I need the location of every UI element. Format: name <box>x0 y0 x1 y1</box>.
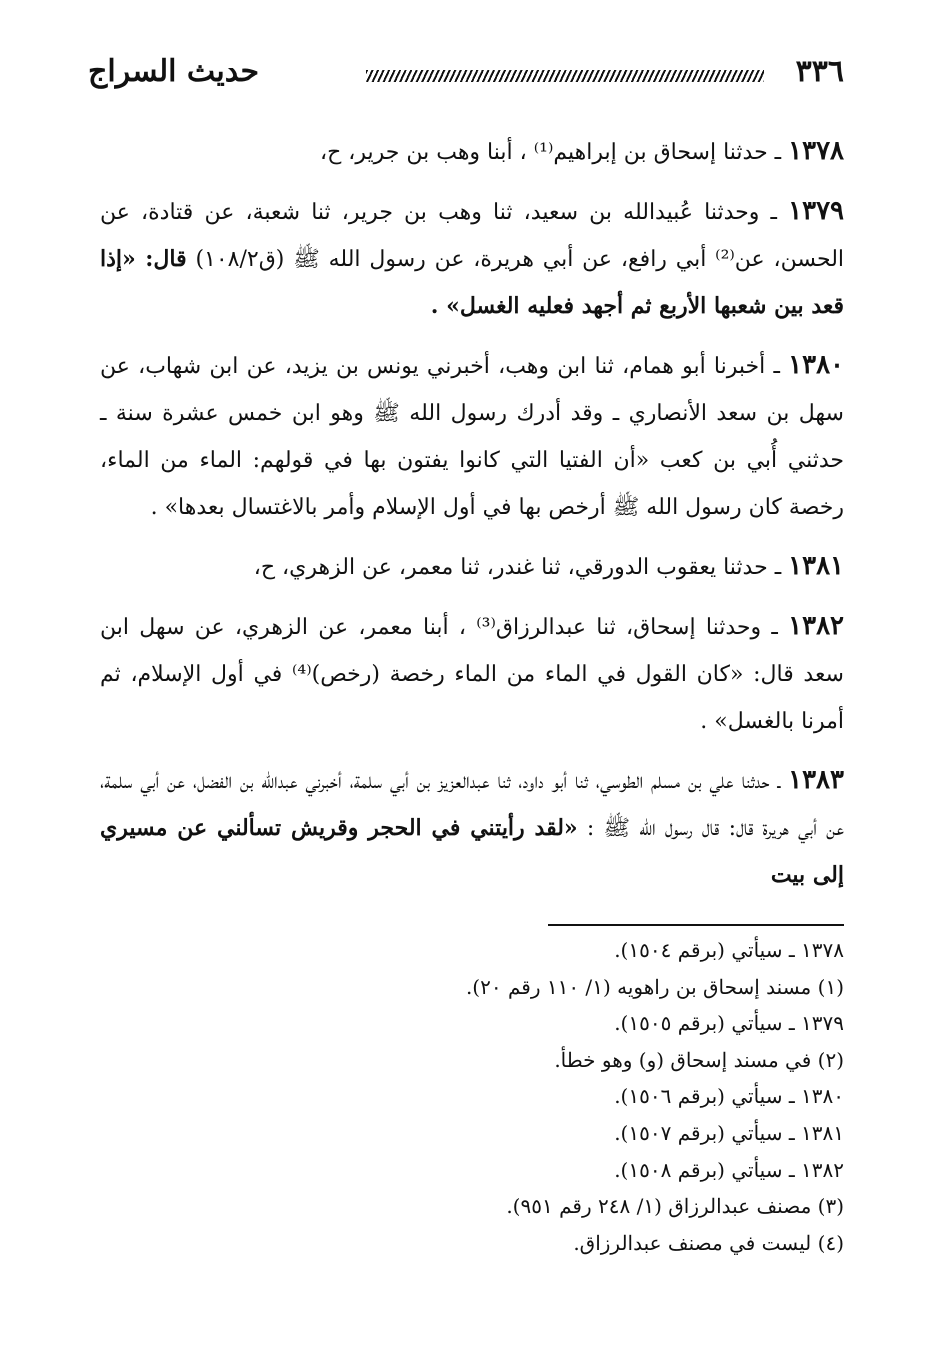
hadith-number: ١٣٨٣ <box>788 765 844 795</box>
page-header <box>88 50 844 100</box>
footnotes <box>100 932 844 1261</box>
footnote: (١) مسند إسحاق بن راهويه (١/ ١١٠ رقم ٢٠). <box>465 974 844 999</box>
footnote: ١٣٨٠ ـ سيأتي (برقم ١٥٠٦). <box>614 1084 844 1109</box>
hadith-number: ١٣٧٨ <box>788 136 844 166</box>
hadith-number: ١٣٨١ <box>788 551 844 581</box>
hadith-1380 <box>100 342 844 531</box>
footnote: (٣) مصنف عبدالرزاق (١/ ٢٤٨ رقم ٩٥١). <box>506 1194 844 1219</box>
hadith-number: ١٣٧٩ <box>788 196 845 226</box>
footnote: ١٣٧٩ ـ سيأتي (برقم ١٥٠٥). <box>614 1011 844 1036</box>
hadith-1383 <box>100 757 844 899</box>
footnote-separator <box>548 924 844 926</box>
hadith-text: ـ حدثنا إسحاق بن إبراهيم⁽¹⁾ ، أبنا وهب بن جرير، ح، <box>319 140 782 165</box>
hadith-matn: «لقد رأيتني في الحجر وقريش تسألني عن مسيري إلى بيت <box>100 815 844 888</box>
main-text <box>100 128 844 911</box>
hadith-1381 <box>100 543 844 591</box>
footnote: ١٣٨١ ـ سيأتي (برقم ١٥٠٧). <box>614 1120 844 1145</box>
footnote: (٤) ليست في مصنف عبدالرزاق. <box>573 1230 844 1255</box>
hadith-matn: قال: «إذا قعد بين شعبها الأربع ثم أجهد فعليه الغسل» . <box>100 246 844 319</box>
hadith-text: ـ وحدثنا إسحاق، ثنا عبدالرزاق⁽³⁾ ، أبنا معمر، عن الزهري، عن سهل ابن سعد قال: «كان القول في الماء من الماء رخصة (رخص)⁽⁴⁾ في أول الإسلام، ثم أمرنا بالغسل» . <box>100 615 844 734</box>
running-title: حديث السراج <box>88 54 260 89</box>
hadith-text: ـ حدثنا يعقوب الدورقي، ثنا غندر، ثنا معمر، عن الزهري، ح، <box>253 555 782 580</box>
hadith-number: ١٣٨٠ <box>788 350 845 380</box>
header-decorative-rule <box>366 70 764 82</box>
hadith-number: ١٣٨٢ <box>788 611 844 641</box>
hadith-1379 <box>100 188 844 330</box>
hadith-1382 <box>100 603 844 745</box>
hadith-text: ـ أخبرنا أبو همام، ثنا ابن وهب، أخبرني يونس بن يزيد، عن ابن شهاب، عن سهل بن سعد الأنصاري ـ وقد أدرك رسول الله ﷺ وهو ابن خمس عشرة سنة ـ حدثني أُبي بن كعب «أن الفتيا التي كانوا يفتون بها في قولهم: الماء من الماء، رخصة كان رسول الله ﷺ أرخص بها في أول الإسلام وأمر بالاغتسال بعدها» . <box>100 354 844 520</box>
footnote: ١٣٧٨ ـ سيأتي (برقم ١٥٠٤). <box>614 938 844 962</box>
page-number: ٣٣٦ <box>795 54 844 89</box>
footnote: ١٣٨٢ ـ سيأتي (برقم ١٥٠٨). <box>614 1157 844 1182</box>
hadith-text: ـ حدثنا علي بن مسلم الطوسي، ثنا أبو داود، ثنا عبدالعزيز بن أبي سلمة، أخبرني عبدالله بن الفضل، عن أبي سلمة، عن أبي هريرة قال: قال رسول الله ﷺ : <box>100 769 845 841</box>
hadith-text: ـ وحدثنا عُبيدالله بن سعيد، ثنا وهب بن جرير، ثنا شعبة، عن قتادة، عن الحسن، عن⁽²⁾ أبي رافع، عن أبي هريرة، عن رسول الله ﷺ (ق١٠٨/٢) <box>100 200 845 272</box>
hadith-1378 <box>100 128 844 176</box>
footnote: (٢) في مسند إسحاق (و) وهو خطأ. <box>554 1047 844 1072</box>
